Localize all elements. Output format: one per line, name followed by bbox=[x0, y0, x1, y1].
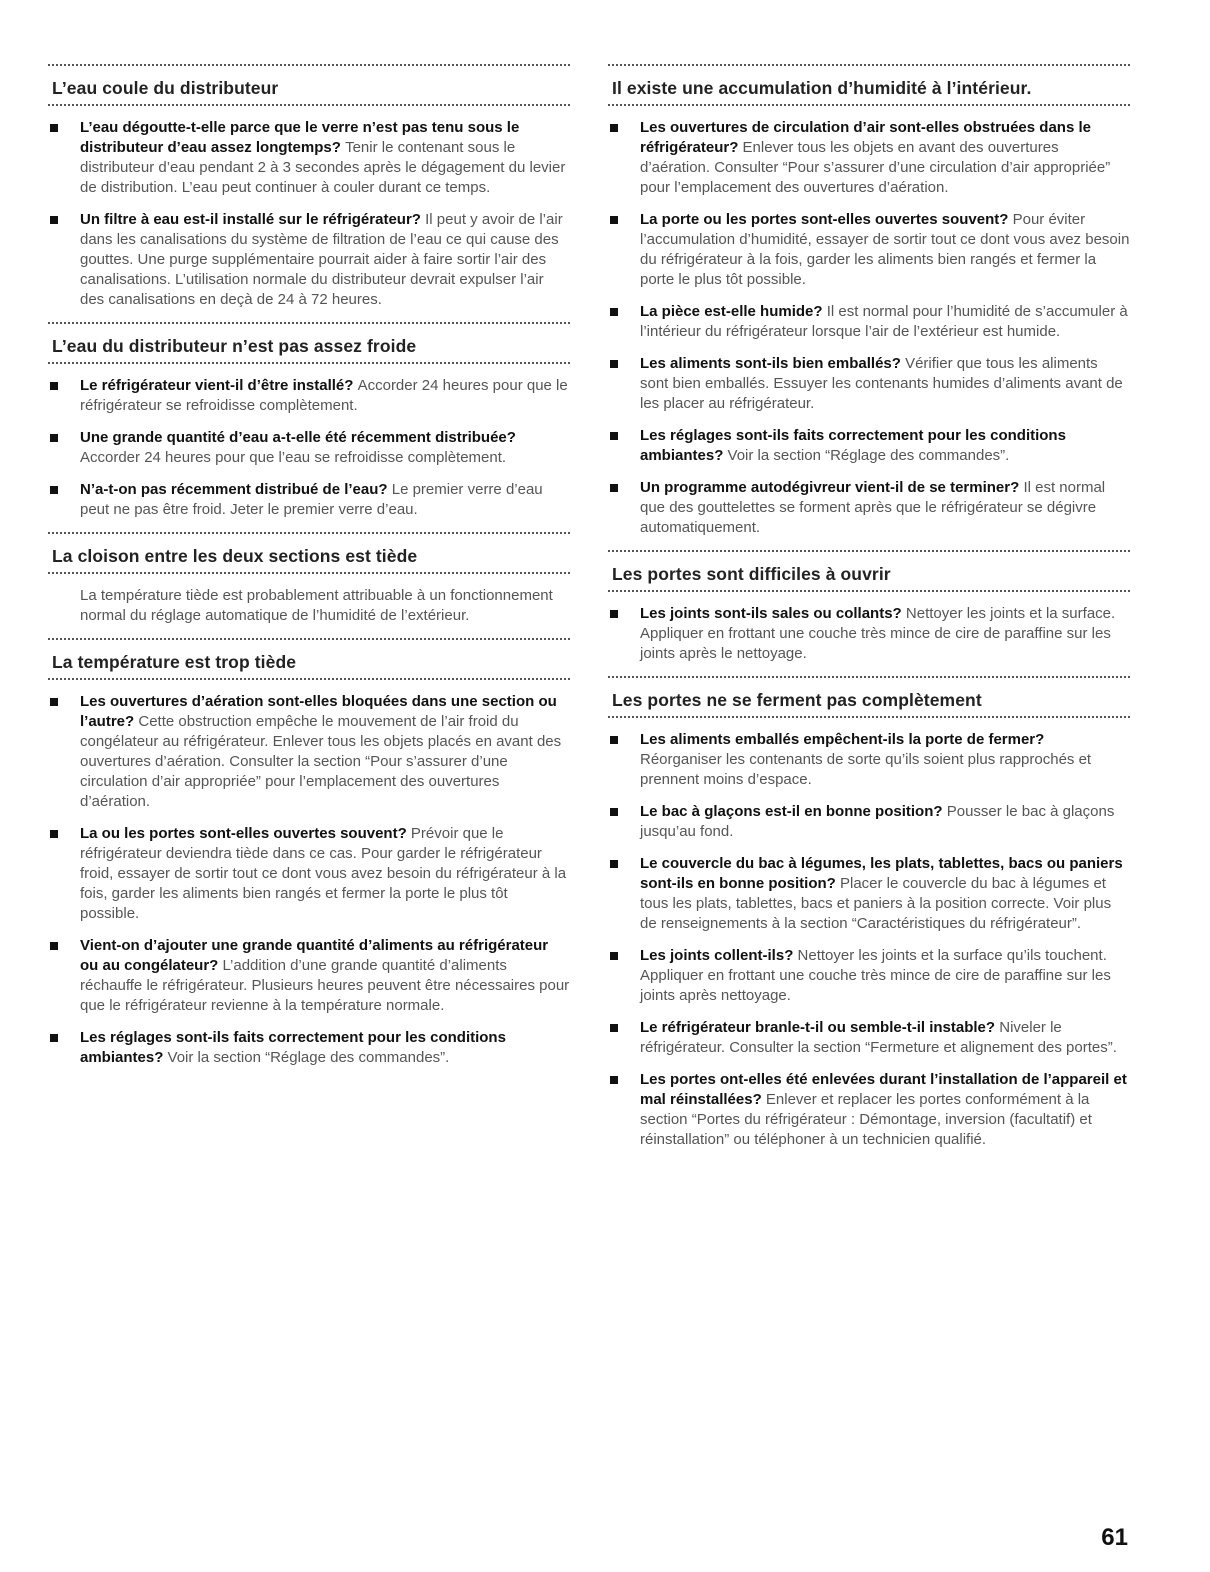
section-header bbox=[608, 64, 1130, 106]
bullet-icon bbox=[610, 124, 618, 132]
item-answer: Nettoyer les joints et la surface qu’ils touchent. Appliquer en frottant une couche très mince de cire de paraffine sur les joints après nettoyage. bbox=[640, 947, 1111, 1004]
item-question: Les joints collent-ils? bbox=[640, 947, 798, 964]
item-question: Une grande quantité d’eau a-t-elle été récemment distribuée? bbox=[80, 429, 516, 446]
bullet-icon bbox=[610, 952, 618, 960]
item-answer: L’addition d’une grande quantité d’aliments réchauffe le réfrigérateur. Plusieurs heures peuvent être nécessaires pour que le réfrigérateur revienne à la température normale. bbox=[80, 957, 570, 1014]
item-question: La ou les portes sont-elles ouvertes souvent? bbox=[80, 825, 411, 842]
item-answer: Tenir le contenant sous le distributeur d’eau pendant 2 à 3 secondes après le dégagement du levier de distribution. L’eau peut continuer à couler durant ce temps. bbox=[80, 139, 566, 196]
item-answer: Le premier verre d’eau peut ne pas être froid. Jeter le premier verre d’eau. bbox=[80, 481, 543, 518]
item-question: Les aliments sont-ils bien emballés? bbox=[640, 355, 906, 372]
item-question: Les aliments emballés empêchent-ils la porte de fermer? bbox=[640, 731, 1045, 748]
section-title: Les portes ne se ferment pas complètement bbox=[612, 690, 982, 710]
section-title: L’eau du distributeur n’est pas assez froide bbox=[52, 336, 417, 356]
item-question: La porte ou les portes sont-elles ouvertes souvent? bbox=[640, 211, 1013, 228]
section-title: Les portes sont difficiles à ouvrir bbox=[612, 564, 891, 584]
right-column bbox=[608, 64, 1130, 1162]
list-item bbox=[608, 604, 1130, 664]
item-answer: Voir la section “Réglage des commandes”. bbox=[727, 447, 1010, 464]
section-water-not-cold bbox=[48, 322, 570, 520]
list-item bbox=[608, 854, 1130, 934]
section-too-warm bbox=[48, 638, 570, 1068]
item-answer: Voir la section “Réglage des commandes”. bbox=[167, 1049, 450, 1066]
bullet-icon bbox=[610, 860, 618, 868]
item-question: Les réglages sont-ils faits correctement pour les conditions ambiantes? bbox=[640, 427, 1066, 464]
section-warm-divider bbox=[48, 532, 570, 626]
bullet-icon bbox=[50, 942, 58, 950]
section-header bbox=[608, 676, 1130, 718]
section-humidity bbox=[608, 64, 1130, 538]
item-answer: Enlever tous les objets en avant des ouvertures d’aération. Consulter “Pour s’assurer d’une circulation d’air appropriée” pour l’emplacement des ouvertures d’aération. bbox=[640, 139, 1111, 196]
item-answer: Enlever et replacer les portes conformément à la section “Portes du réfrigérateur : Démontage, inversion (facultatif) et réinstallation” ou téléphoner à un technicien qualifié. bbox=[640, 1091, 1092, 1148]
list-item bbox=[48, 692, 570, 812]
item-answer: Il est normal que des gouttelettes se forment après que le réfrigérateur se dégivre automatiquement. bbox=[640, 479, 1106, 536]
section-header bbox=[608, 550, 1130, 592]
bullet-icon bbox=[610, 808, 618, 816]
list-item bbox=[608, 1018, 1130, 1058]
bullet-icon bbox=[50, 486, 58, 494]
list-item bbox=[48, 936, 570, 1016]
bullet-icon bbox=[50, 382, 58, 390]
section-text: La température tiède est probablement attribuable à un fonctionnement normal du réglage automatique de l’humidité de l’extérieur. bbox=[80, 587, 553, 624]
bullet-icon bbox=[610, 308, 618, 316]
item-answer: Placer le couvercle du bac à légumes et tous les plats, tablettes, bacs et paniers à la position correcte. Voir plus de renseignements à la section “Caractéristiques du réfrigérateur”. bbox=[640, 875, 1112, 932]
section-header bbox=[48, 638, 570, 680]
list-item bbox=[48, 1028, 570, 1068]
item-answer: Réorganiser les contenants de sorte qu’ils soient plus rapprochés et prennent moins d’espace. bbox=[640, 751, 1092, 788]
list-item bbox=[608, 802, 1130, 842]
list-item bbox=[608, 946, 1130, 1006]
left-column bbox=[48, 64, 570, 1080]
list-item bbox=[48, 824, 570, 924]
item-question: N’a-t-on pas récemment distribué de l’eau? bbox=[80, 481, 392, 498]
list-item bbox=[608, 302, 1130, 342]
item-answer: Il peut y avoir de l’air dans les canalisations du système de filtration de l’eau ce qui cause des gouttes. Une purge supplémentaire pourrait aider à faire sortir l’air des canalisations. L’utilisation normale du distributeur devrait expulser l’air des canalisations en deçà de 24 à 72 heures. bbox=[80, 211, 563, 308]
item-answer: Accorder 24 heures pour que le réfrigérateur se refroidisse complètement. bbox=[80, 377, 568, 414]
item-question: L’eau dégoutte-t-elle parce que le verre n’est pas tenu sous le distributeur d’eau assez longtemps? bbox=[80, 119, 520, 156]
item-answer: Pousser le bac à glaçons jusqu’au fond. bbox=[640, 803, 1115, 840]
list-item bbox=[608, 478, 1130, 538]
item-question: Les joints sont-ils sales ou collants? bbox=[640, 605, 906, 622]
item-answer: Vérifier que tous les aliments sont bien emballés. Essuyer les contenants humides d’aliments avant de les placer au réfrigérateur. bbox=[640, 355, 1123, 412]
list-item bbox=[48, 428, 570, 468]
list-item bbox=[48, 118, 570, 198]
item-question: Un programme autodégivreur vient-il de se terminer? bbox=[640, 479, 1024, 496]
item-answer: Prévoir que le réfrigérateur deviendra tiède dans ce cas. Pour garder le réfrigérateur froid, essayer de sortir tout ce dont vous avez besoin du réfrigérateur à la fois, garder les aliments bien rangés et fermer la porte le plus tôt possible. bbox=[80, 825, 567, 922]
bullet-icon bbox=[50, 124, 58, 132]
item-answer: Niveler le réfrigérateur. Consulter la section “Fermeture et alignement des portes”. bbox=[640, 1019, 1117, 1056]
item-question: Le couvercle du bac à légumes, les plats, tablettes, bacs ou paniers sont-ils en bonne position? bbox=[640, 855, 1123, 892]
bullet-icon bbox=[50, 216, 58, 224]
item-question: La pièce est-elle humide? bbox=[640, 303, 827, 320]
list-item bbox=[608, 210, 1130, 290]
item-question: Les ouvertures d’aération sont-elles bloquées dans une section ou l’autre? bbox=[80, 693, 557, 730]
item-question: Un filtre à eau est-il installé sur le réfrigérateur? bbox=[80, 211, 426, 228]
list-item bbox=[608, 118, 1130, 198]
bullet-icon bbox=[50, 1034, 58, 1042]
bullet-icon bbox=[610, 1024, 618, 1032]
item-answer: Accorder 24 heures pour que l’eau se refroidisse complètement. bbox=[80, 449, 507, 466]
item-question: Le réfrigérateur branle-t-il ou semble-t-il instable? bbox=[640, 1019, 1000, 1036]
bullet-icon bbox=[610, 484, 618, 492]
bullet-icon bbox=[50, 830, 58, 838]
list-item bbox=[608, 354, 1130, 414]
section-water-dripping bbox=[48, 64, 570, 310]
section-title: Il existe une accumulation d’humidité à l’intérieur. bbox=[612, 78, 1032, 98]
list-item bbox=[608, 730, 1130, 790]
item-question: Le réfrigérateur vient-il d’être installé? bbox=[80, 377, 358, 394]
section-header bbox=[48, 322, 570, 364]
item-answer: Nettoyer les joints et la surface. Appliquer en frottant une couche très mince de cire de paraffine sur les joints après le nettoyage. bbox=[640, 605, 1116, 662]
item-answer: Cette obstruction empêche le mouvement de l’air froid du congélateur au réfrigérateur. Enlever tous les objets placés en avant des ouvertures d’aération. Consulter la section “Pour s’assurer d’une circulation d’air appropriée” pour l’emplacement des ouvertures d’aération. bbox=[80, 713, 562, 810]
item-answer: Pour éviter l’accumulation d’humidité, essayer de sortir tout ce dont vous avez besoin du réfrigérateur à la fois, garder les aliments bien rangés et fermer la porte le plus tôt possible. bbox=[640, 211, 1130, 288]
section-title: La température est trop tiède bbox=[52, 652, 297, 672]
bullet-icon bbox=[50, 434, 58, 442]
item-question: Le bac à glaçons est-il en bonne position? bbox=[640, 803, 947, 820]
item-question: Les réglages sont-ils faits correctement pour les conditions ambiantes? bbox=[80, 1029, 506, 1066]
section-doors-not-closing bbox=[608, 676, 1130, 1150]
list-item bbox=[48, 480, 570, 520]
bullet-icon bbox=[610, 1076, 618, 1084]
item-answer: Il est normal pour l’humidité de s’accumuler à l’intérieur du réfrigérateur lorsque l’air de l’extérieur est humide. bbox=[640, 303, 1128, 340]
section-title: La cloison entre les deux sections est tiède bbox=[52, 546, 418, 566]
bullet-icon bbox=[610, 216, 618, 224]
section-header bbox=[48, 532, 570, 574]
list-item bbox=[608, 426, 1130, 466]
bullet-icon bbox=[610, 360, 618, 368]
bullet-icon bbox=[610, 610, 618, 618]
item-question: Vient-on d’ajouter une grande quantité d’aliments au réfrigérateur ou au congélateur? bbox=[80, 937, 549, 974]
bullet-icon bbox=[610, 432, 618, 440]
bullet-icon bbox=[50, 698, 58, 706]
section-title: L’eau coule du distributeur bbox=[52, 78, 279, 98]
list-item bbox=[608, 1070, 1130, 1150]
item-question: Les ouvertures de circulation d’air sont-elles obstruées dans le réfrigérateur? bbox=[640, 119, 1091, 156]
item-question: Les portes ont-elles été enlevées durant l’installation de l’appareil et mal réinstallées? bbox=[640, 1071, 1127, 1108]
list-item bbox=[48, 376, 570, 416]
bullet-icon bbox=[610, 736, 618, 744]
list-item bbox=[48, 210, 570, 310]
section-header bbox=[48, 64, 570, 106]
section-doors-hard-to-open bbox=[608, 550, 1130, 664]
page-number: 61 bbox=[1101, 1524, 1128, 1551]
